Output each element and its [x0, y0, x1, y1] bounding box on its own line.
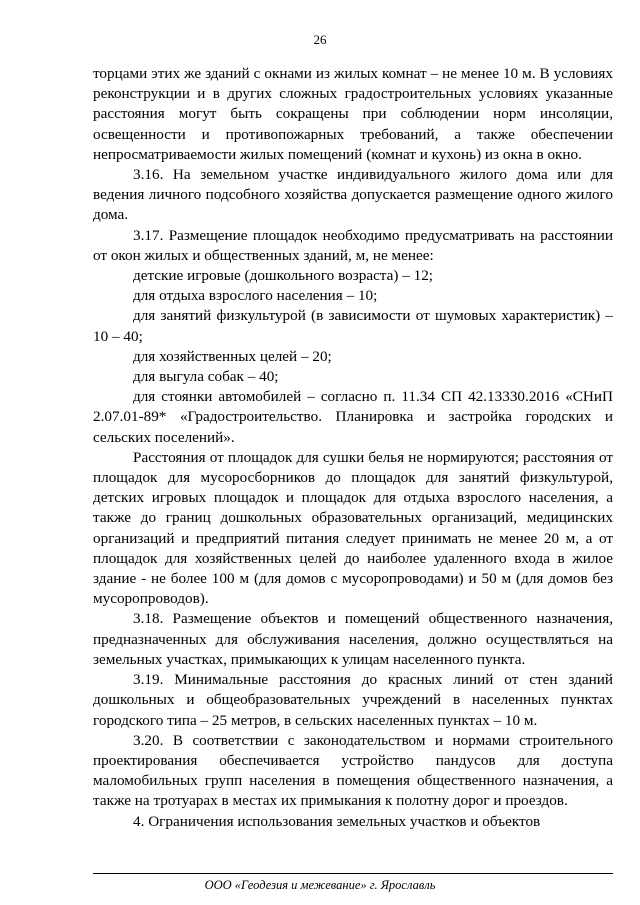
footer-text: ООО «Геодезия и межевание» г. Ярославль — [204, 878, 436, 892]
paragraph-continuation: торцами этих же зданий с окнами из жилых комнат – не менее 10 м. В условиях реконструкции и в других сложных градостроительных условиях указанные расстояния могут быть сокращены при соблюдении норм инсоляции, освещенности и противопожарных требований, а также обеспечении непросматриваемости жилых помещений (комнат и кухонь) из окна в окно. — [93, 65, 613, 163]
list-item-dog-walking: для выгула собак – 40; — [133, 368, 279, 386]
footer-divider — [93, 873, 613, 874]
paragraph-3-19: 3.19. Минимальные расстояния до красных линий от стен зданий дошкольных и общеобразовательных учреждений в населенных пунктах городского типа – 25 метров, в сельских населенных пунктах – 10 м. — [93, 671, 613, 729]
list-item-adult-rest: для отдыха взрослого населения – 10; — [133, 287, 378, 305]
list-item-sports: для занятий физкультурой (в зависимости от шумовых характеристик) – 10 – 40; — [93, 307, 613, 345]
page-number: 26 — [313, 32, 327, 47]
document-body — [93, 64, 613, 832]
paragraph-4-heading: 4. Ограничения использования земельных участков и объектов — [133, 812, 541, 830]
list-item-household: для хозяйственных целей – 20; — [133, 347, 332, 365]
list-item-parking: для стоянки автомобилей – согласно п. 11.34 СП 42.13330.2016 «СНиП 2.07.01-89* «Градостроительство. Планировка и застройка городских и сельских поселений». — [93, 388, 613, 446]
list-item-children-playgrounds: детские игровые (дошкольного возраста) – 12; — [133, 267, 434, 285]
paragraph-3-17: 3.17. Размещение площадок необходимо предусматривать на расстоянии от окон жилых и общественных зданий, м, не менее: — [93, 226, 613, 264]
paragraph-3-18: 3.18. Размещение объектов и помещений общественного назначения, предназначенных для обслуживания населения, должно осуществляться на земельных участках, примыкающих к улицам населенного пункта. — [93, 610, 613, 668]
paragraph-3-20: 3.20. В соответствии с законодательством и нормами строительного проектирования обеспечивается устройство пандусов для доступа маломобильных групп населения в помещения общественного назначения, а также на тротуарах в местах их примыкания к полотну дорог и проездов. — [93, 731, 613, 810]
paragraph-3-16: 3.16. На земельном участке индивидуального жилого дома или для ведения личного подсобного хозяйства допускается размещение одного жилого дома. — [93, 166, 613, 224]
paragraph-distances: Расстояния от площадок для сушки белья не нормируются; расстояния от площадок для мусоросборников до площадок для занятий физкультурой, детских игровых площадок и площадок для отдыха взрослого населения, а также до границ дошкольных образовательных организаций, медицинских организаций и предприятий питания следует принимать не менее 20 м, а от площадок для хозяйственных целей до наиболее удаленного входа в жилое здание - не более 100 м (для домов с мусоропроводами) и 50 м (для домов без мусоропроводов). — [93, 448, 613, 608]
